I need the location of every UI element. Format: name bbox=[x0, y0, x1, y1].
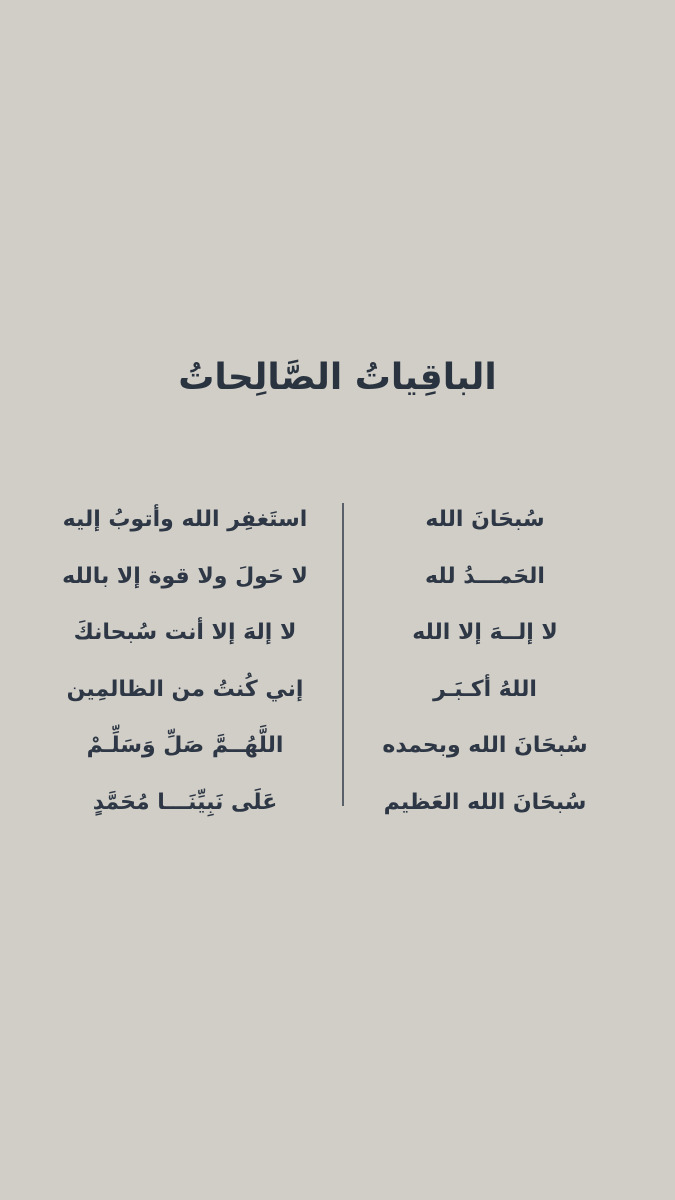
dhikr-item: لا إلــهَ إلا الله bbox=[412, 620, 558, 645]
dhikr-list-left bbox=[40, 498, 330, 837]
dhikr-list-right bbox=[360, 498, 610, 837]
column-divider bbox=[342, 503, 344, 806]
dhikr-item: اللهُ أكـبَـر bbox=[433, 676, 537, 702]
dhikr-item: لا حَولَ ولا قوة إلا بالله bbox=[62, 563, 308, 589]
dhikr-item: اللَّهُــمَّ صَلِّ وَسَلِّـمْ bbox=[86, 733, 284, 758]
dhikr-item: الحَمـــدُ لله bbox=[425, 563, 545, 589]
dhikr-item: استَغفِر الله وأتوبُ إليه bbox=[62, 507, 308, 532]
dhikr-item: لا إلهَ إلا أنت سُبحانكَ bbox=[73, 620, 297, 645]
dhikr-item: سُبحَانَ الله وبحمده bbox=[382, 733, 588, 758]
dhikr-item: إني كُنتُ من الظالمِين bbox=[66, 676, 304, 702]
dhikr-item: عَلَى نَبِيِّنَـــا مُحَمَّدٍ bbox=[92, 789, 278, 815]
page-title: الباقِياتُ الصَّالِحاتُ bbox=[178, 357, 497, 398]
dhikr-item: سُبحَانَ الله العَظيم bbox=[383, 789, 587, 815]
dhikr-item: سُبحَانَ الله bbox=[425, 507, 545, 532]
